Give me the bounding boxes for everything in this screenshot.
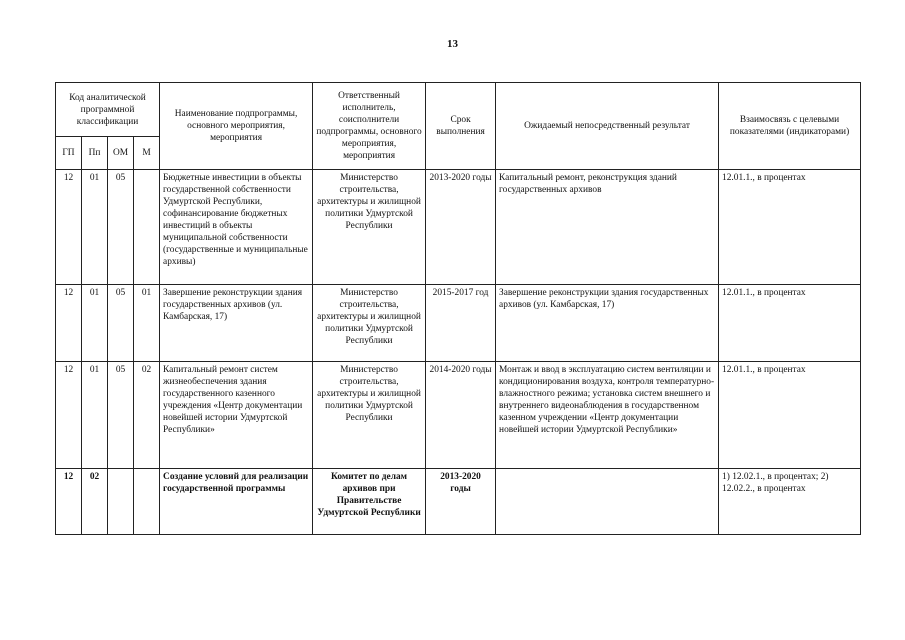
result-cell: Завершение реконструкции здания государственных архивов (ул. Камбарская, 17) — [496, 285, 719, 362]
om-cell: 05 — [108, 362, 134, 469]
name-column-header: Наименование подпрограммы, основного мероприятия, мероприятия — [160, 83, 313, 170]
indicators-column-header: Взаимосвязь с целевыми показателями (индикаторами) — [719, 83, 861, 170]
result-cell — [496, 469, 719, 535]
result-cell: Капитальный ремонт, реконструкция зданий государственных архивов — [496, 170, 719, 285]
gp-cell: 12 — [56, 170, 82, 285]
term-cell: 2014-2020 годы — [426, 362, 496, 469]
term-cell: 2015-2017 год — [426, 285, 496, 362]
indicators-cell: 12.01.1., в процентах — [719, 170, 861, 285]
m-cell: 02 — [134, 362, 160, 469]
name-cell: Создание условий для реализации государственной программы — [160, 469, 313, 535]
term-column-header: Срок выполнения — [426, 83, 496, 170]
code-group-header: Код аналитической программной классификации — [56, 83, 160, 137]
indicators-cell: 1) 12.02.1., в процентах; 2) 12.02.2., в процентах — [719, 469, 861, 535]
result-cell: Монтаж и ввод в эксплуатацию систем вентиляции и кондиционирования воздуха, контроля температурно-влажностного режима; установка систем внешнего и внутреннего видеонаблюдения в государственном казенном учреждении «Центр документации новейшей истории Удмуртской Республики» — [496, 362, 719, 469]
gp-cell: 12 — [56, 285, 82, 362]
indicators-cell: 12.01.1., в процентах — [719, 362, 861, 469]
om-cell: 05 — [108, 170, 134, 285]
m-cell — [134, 469, 160, 535]
page-number: 13 — [447, 38, 458, 50]
pp-cell: 01 — [82, 285, 108, 362]
om-cell — [108, 469, 134, 535]
term-cell: 2013-2020 годы — [426, 170, 496, 285]
executor-cell: Министерство строительства, архитектуры и жилищной политики Удмуртской Республики — [313, 362, 426, 469]
result-column-header: Ожидаемый непосредственный результат — [496, 83, 719, 170]
om-cell: 05 — [108, 285, 134, 362]
m-column-header: М — [134, 137, 160, 170]
table-row — [56, 362, 861, 469]
executor-cell: Министерство строительства, архитектуры и жилищной политики Удмуртской Республики — [313, 170, 426, 285]
gp-cell: 12 — [56, 469, 82, 535]
m-cell: 01 — [134, 285, 160, 362]
pp-cell: 02 — [82, 469, 108, 535]
pp-cell: 01 — [82, 170, 108, 285]
table-row — [56, 285, 861, 362]
gp-column-header: ГП — [56, 137, 82, 170]
name-cell: Капитальный ремонт систем жизнеобеспечения здания государственного казенного учреждения «Центр документации новейшей истории Удмуртской Республики» — [160, 362, 313, 469]
pp-cell: 01 — [82, 362, 108, 469]
name-cell: Завершение реконструкции здания государственных архивов (ул. Камбарская, 17) — [160, 285, 313, 362]
table-row — [56, 469, 861, 535]
term-cell: 2013-2020 годы — [426, 469, 496, 535]
gp-cell: 12 — [56, 362, 82, 469]
table-row — [56, 170, 861, 285]
indicators-cell: 12.01.1., в процентах — [719, 285, 861, 362]
executor-cell: Комитет по делам архивов при Правительстве Удмуртской Республики — [313, 469, 426, 535]
table-header — [56, 83, 861, 170]
executor-column-header: Ответственный исполнитель, соисполнители подпрограммы, основного мероприятия, мероприятия — [313, 83, 426, 170]
program-table — [55, 82, 861, 535]
executor-cell: Министерство строительства, архитектуры и жилищной политики Удмуртской Республики — [313, 285, 426, 362]
om-column-header: ОМ — [108, 137, 134, 170]
m-cell — [134, 170, 160, 285]
name-cell: Бюджетные инвестиции в объекты государственной собственности Удмуртской Республики, софинансирование бюджетных инвестиций в объекты муниципальной собственности (государственные и муниципальные архивы) — [160, 170, 313, 285]
pp-column-header: Пп — [82, 137, 108, 170]
